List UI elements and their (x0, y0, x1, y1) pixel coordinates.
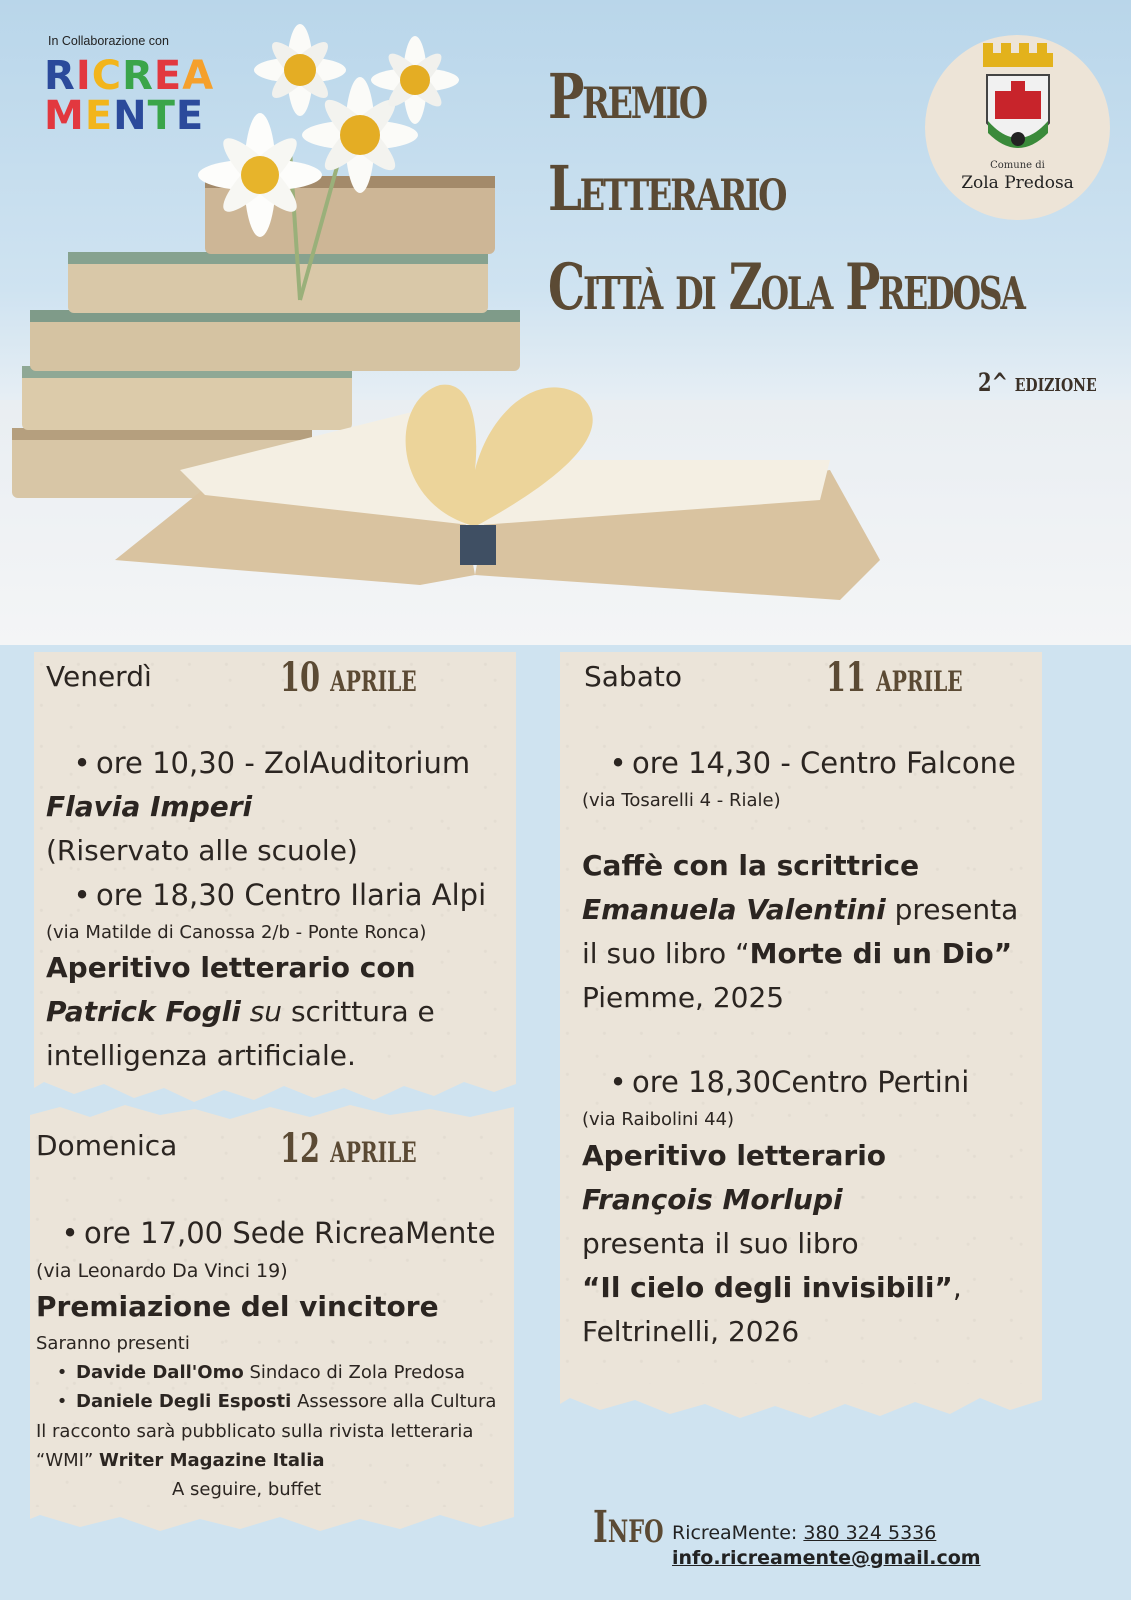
torn-edge-top (30, 1103, 514, 1129)
event-address: (via Leonardo Da Vinci 19) (36, 1260, 288, 1282)
logo-letter: C (91, 53, 123, 99)
guest-line: Patrick Fogli su scrittura e (46, 995, 435, 1028)
card-venerdi (34, 652, 516, 1077)
guest-name: François Morlupi (582, 1183, 843, 1216)
logo-letter: E (175, 93, 205, 139)
collaboration-label: In Collaborazione con (48, 34, 169, 48)
event-title: Premiazione del vincitore (36, 1290, 439, 1323)
event-time: • ore 18,30Centro Pertini (604, 1060, 969, 1104)
torn-edge (560, 1384, 1042, 1422)
event-note: (Riservato alle scuole) (46, 834, 358, 867)
card-sabato (560, 652, 1042, 1390)
logo-letter: R (122, 53, 154, 99)
topic-line: intelligenza artificiale. (46, 1039, 356, 1072)
email-link[interactable]: info.ricreamente@gmail.com (672, 1547, 981, 1569)
buffet-note: A seguire, buffet (172, 1479, 322, 1500)
event-title: Aperitivo letterario (582, 1139, 887, 1172)
logo-letter: T (147, 93, 176, 139)
seal-caption-small: Comune di (990, 160, 1045, 171)
event-time: • ore 18,30 Centro Ilaria Alpi (68, 873, 486, 917)
title-line-citta: Città di Zola Predosa (548, 250, 1024, 325)
date-label: 11 aprile (826, 654, 963, 701)
info-label: Info (593, 1502, 664, 1553)
zola-predosa-seal (925, 35, 1110, 220)
logo-letter: M (44, 93, 85, 139)
logo-letter: I (75, 53, 92, 99)
publisher-line: Piemme, 2025 (582, 981, 785, 1014)
seal-caption-large: Zola Predosa (961, 173, 1074, 193)
event-address: (via Raibolini 44) (582, 1109, 735, 1130)
logo-letter: E (84, 93, 114, 139)
magazine-line: “WMI” Writer Magazine Italia (36, 1450, 325, 1471)
card-domenica (30, 1125, 514, 1513)
present-label: Saranno presenti (36, 1333, 190, 1354)
day-label: Domenica (36, 1129, 178, 1162)
book-line: “Il cielo degli invisibili”, (582, 1271, 962, 1304)
hero-banner (0, 0, 1131, 645)
list-item: • Davide Dall'Omo Sindaco di Zola Predosa (48, 1360, 465, 1386)
title-line-letterario: Letterario (548, 152, 786, 225)
logo-letter: R (44, 53, 76, 99)
ricreamente-logo (44, 53, 234, 139)
day-label: Venerdì (46, 660, 152, 693)
guest-name: Flavia Imperi (46, 790, 253, 823)
guest-line: Emanuela Valentini presenta (582, 893, 1019, 926)
event-title: Caffè con la scrittrice (582, 849, 920, 882)
list-item: • Daniele Degli Esposti Assessore alla Cultura (48, 1389, 496, 1415)
presenta-line: presenta il suo libro (582, 1227, 859, 1260)
info-org: RicreaMente: (672, 1522, 798, 1544)
day-label: Sabato (584, 660, 682, 693)
date-label: 12 aprile (280, 1125, 417, 1172)
logo-letter: E (153, 53, 183, 99)
torn-edge-bottom (30, 1507, 514, 1535)
publisher-line: Feltrinelli, 2026 (582, 1315, 800, 1348)
event-time: • ore 10,30 - ZolAuditorium (68, 741, 470, 785)
logo-letter: N (113, 93, 148, 139)
info-phone-line (672, 1522, 936, 1544)
date-label: 10 aprile (280, 654, 417, 701)
edition-label: 2^ edizione (978, 368, 1097, 397)
phone-link[interactable]: 380 324 5336 (803, 1522, 937, 1544)
book-line: il suo libro “Morte di un Dio” (582, 937, 1013, 970)
event-address: (via Tosarelli 4 - Riale) (582, 790, 781, 811)
publish-note: Il racconto sarà pubblicato sulla rivista letteraria (36, 1421, 474, 1442)
event-time: • ore 14,30 - Centro Falcone (604, 741, 1016, 785)
logo-letter: A (182, 53, 215, 99)
event-title: Aperitivo letterario con (46, 951, 416, 984)
event-address: (via Matilde di Canossa 2/b - Ponte Ronca) (46, 922, 427, 943)
event-time: • ore 17,00 Sede RicreaMente (56, 1211, 496, 1255)
title-line-premio: Premio (548, 60, 706, 133)
info-email-line (672, 1547, 981, 1569)
